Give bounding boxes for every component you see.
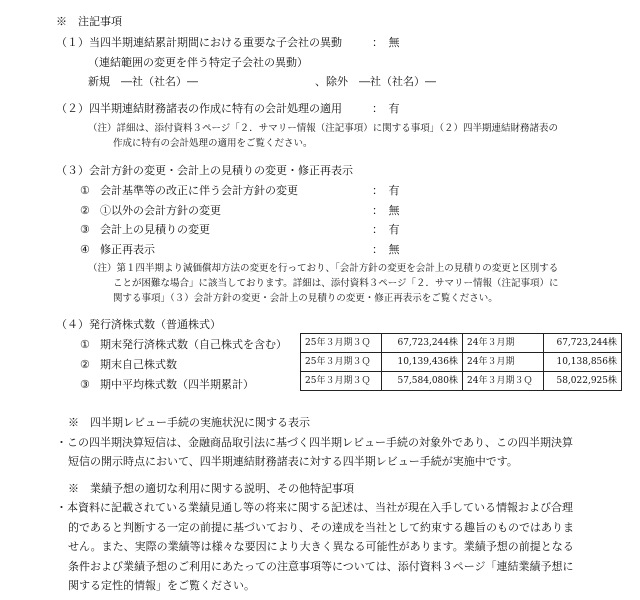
- period-cell: 24年３月期: [463, 353, 544, 372]
- note4-row-num: ③: [80, 378, 90, 391]
- note4-row-label: 期末発行済株式数（自己株式を含む）: [100, 338, 287, 351]
- forecast-line: 条件および業績予想のご利用にあたっての注意事項等については、添付資料３ページ「連結業績予想に: [68, 560, 574, 573]
- period-cell: 24年３月期３Ｑ: [463, 372, 544, 391]
- note2-title: （２）四半期連結財務諸表の作成に特有の会計処理の適用: [56, 102, 342, 115]
- note3-detail-line: （注）第１四半期より減価償却方法の変更を行っており、「会計方針の変更を会計上の見積りの変更と区別する: [88, 263, 559, 274]
- note3-item-num: ②: [80, 204, 90, 217]
- value-cell: 10,138,856株: [544, 353, 622, 372]
- note1-title: （１）当四半期連結累計期間における重要な子会社の異動: [56, 36, 342, 49]
- review-line: 短信の開示時点において、四半期連結財務諸表に対する四半期レビュー手続が実施中です。: [68, 455, 518, 468]
- note1-paren: （連結範囲の変更を伴う特定子会社の異動）: [88, 56, 308, 69]
- note2-detail-line: 作成に特有の会計処理の適用をご覧ください。: [113, 138, 313, 149]
- note4-title: （４）発行済株式数（普通株式）: [56, 318, 221, 331]
- forecast-line: 的であると判断する一定の前提に基づいており、その達成を当社として約束する趣旨のものではありま: [68, 521, 574, 534]
- period-cell: 25年３月期３Ｑ: [301, 334, 382, 353]
- note3-item-num: ①: [80, 184, 90, 197]
- forecast-line: 関する定性的情報」をご覧ください。: [68, 579, 255, 592]
- note2-value: ： 有: [372, 102, 400, 115]
- table-row: [301, 334, 622, 353]
- table-row: [301, 372, 622, 391]
- forecast-title: ※ 業績予想の適切な利用に関する説明、その他特記事項: [68, 482, 354, 495]
- note3-item-num: ③: [80, 223, 90, 236]
- note3-item-label: ①以外の会計方針の変更: [100, 204, 221, 217]
- value-cell: 67,723,244株: [382, 334, 463, 353]
- note3-item-value: ： 無: [372, 243, 400, 256]
- notes-header: ※ 注記事項: [56, 15, 122, 28]
- forecast-line: ・本資料に記載されている業績見通し等の将来に関する記述は、当社が現在入手している情報および合理: [56, 501, 573, 514]
- note3-item-value: ： 無: [372, 204, 400, 217]
- review-line: ・この四半期決算短信は、金融商品取引法に基づく四半期レビュー手続の対象外であり、この四半期決算: [56, 436, 573, 449]
- review-title: ※ 四半期レビュー手続の実施状況に関する表示: [68, 416, 310, 429]
- note1-new: 新規 ―社（社名）―: [88, 75, 198, 88]
- note2-detail-line: （注）詳細は、添付資料３ページ「２．サマリー情報（注記事項）に関する事項」（２）四半期連結財務諸表の: [88, 123, 559, 134]
- note3-item-label: 修正再表示: [100, 243, 155, 256]
- note3-item-label: 会計上の見積りの変更: [100, 223, 210, 236]
- value-cell: 57,584,080株: [382, 372, 463, 391]
- note3-detail-line: 関する事項」（３）会計方針の変更・会計上の見積りの変更・修正再表示をご覧ください。: [113, 293, 498, 304]
- table-row: [301, 353, 622, 372]
- note3-item-num: ④: [80, 243, 90, 256]
- note3-item-label: 会計基準等の改正に伴う会計方針の変更: [100, 184, 298, 197]
- value-cell: 10,139,436株: [382, 353, 463, 372]
- shares-table: [300, 333, 622, 391]
- note3-item-value: ： 有: [372, 223, 400, 236]
- period-cell: 25年３月期３Ｑ: [301, 372, 382, 391]
- period-cell: 25年３月期３Ｑ: [301, 353, 382, 372]
- note4-row-label: 期中平均株式数（四半期累計）: [100, 378, 254, 391]
- note4-row-num: ②: [80, 358, 90, 371]
- note3-item-value: ： 有: [372, 184, 400, 197]
- value-cell: 58,022,925株: [544, 372, 622, 391]
- note4-row-num: ①: [80, 338, 90, 351]
- note3-detail-line: ことが困難な場合」に該当しております。詳細は、添付資料３ページ「２．サマリー情報（注記事項）に: [113, 278, 559, 289]
- note3-title: （３）会計方針の変更・会計上の見積りの変更・修正再表示: [56, 164, 353, 177]
- period-cell: 24年３月期: [463, 334, 544, 353]
- note1-exclude: 、除外 ―社（社名）―: [315, 75, 436, 88]
- forecast-line: せん。また、実際の業績等は様々な要因により大きく異なる可能性があります。業績予想の前提となる: [68, 540, 574, 553]
- value-cell: 67,723,244株: [544, 334, 622, 353]
- note1-value: ： 無: [372, 36, 400, 49]
- note4-row-label: 期末自己株式数: [100, 358, 177, 371]
